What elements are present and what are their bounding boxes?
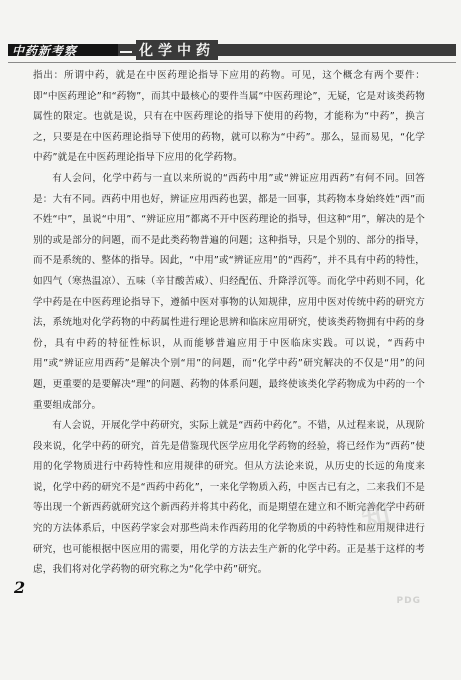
header-dash — [120, 51, 132, 53]
book-title: 化学中药 — [136, 40, 218, 60]
paragraph-2: 有人会问，化学中药与一直以来所说的“西药中用”或“辨证应用西药”有何不同。回答是：大有不同。西药中用也好，辨证应用西药也罢，都是一回事，其药物本身始终姓“西”而不姓“中”，虽说“中用”、“辨证应用”都离不开中医药理论的指导，但这种“用”，解决的是个别的或是部分的问题，而不是此类药物普遍的问题；这种指导，只是个别的、部分的指导，而不是系统的、整体的指导。因此，“中用”或“辨证应用”的“西药”，并不具有中药的特性，如四气（寒热温凉）、五味（辛甘酸苦咸）、归经配伍、升降浮沉等。而化学中药则不同，化学中药是在中医药理论指导下，遵循中医对事物的认知规律，应用中医对传统中药的研究方法，系统地对化学药物的中药属性进行理论思辨和临床应用研究，使该类药物拥有中药的身份，具有中药的特征性标识，从而能够普遍应用于中医临床实践。可以说，“西药中用”或“辨证应用西药”是解决个别“用”的问题，而“化学中药”研究解决的不仅是“用”的问题，更重要的是要解决“理”的问题、药物的体系问题，最终使该类化学药物成为中药的一个重要组成部分。 — [33, 172, 425, 411]
series-title: 中药新考察 — [12, 44, 78, 58]
watermark-tag: PDG — [396, 596, 421, 606]
running-header — [8, 44, 456, 62]
page-number: 2 — [14, 578, 26, 597]
body-text — [33, 66, 425, 581]
paragraph-1: 指出：所谓中药，就是在中医药理论指导下应用的药物。可见，这个概念有两个要件：即“中医药理论”和“药物”，而其中最核心的要件当属“中医药理论”，无疑，它是对该类药物属性的限定。也就是说，只有在中医药理论的指导下使用的药物，才能称为“中药”，换言之，只要是在中医药理论指导下使用的药物，就可以称为“中药”。那么，显而易见，“化学中药”就是在中医药理论指导下应用的化学药物。 — [33, 70, 425, 164]
watermark-glyph: 知 — [358, 496, 393, 535]
header-rule — [8, 62, 456, 63]
paragraph-3: 有人会说，开展化学中药研究，实际上就是“西药中药化”。不错，从过程来说，从现阶段来说，化学中药的研究，首先是借鉴现代医学应用化学药物的经验，将已经作为“西药”使用的化学物质进行中药特性和应用规律的研究。但从方法论来说，从历史的长远的角度来说，化学中药的研究不是“西药中药化”，一来化学物质入药，中医古已有之，二来我们不是等出现一个新西药就研究这个新西药并将其中药化，而是期望在建立和不断完善化学中药研究的方法体系后，中医药学家会对那些尚未作西药用的化学物质的中药特性和应用规律进行研究，也可能根据中医应用的需要，用化学的方法去生产新的化学中药。正是基于这样的考虑，我们将对化学药物的研究称之为“化学中药”研究。 — [33, 420, 425, 576]
